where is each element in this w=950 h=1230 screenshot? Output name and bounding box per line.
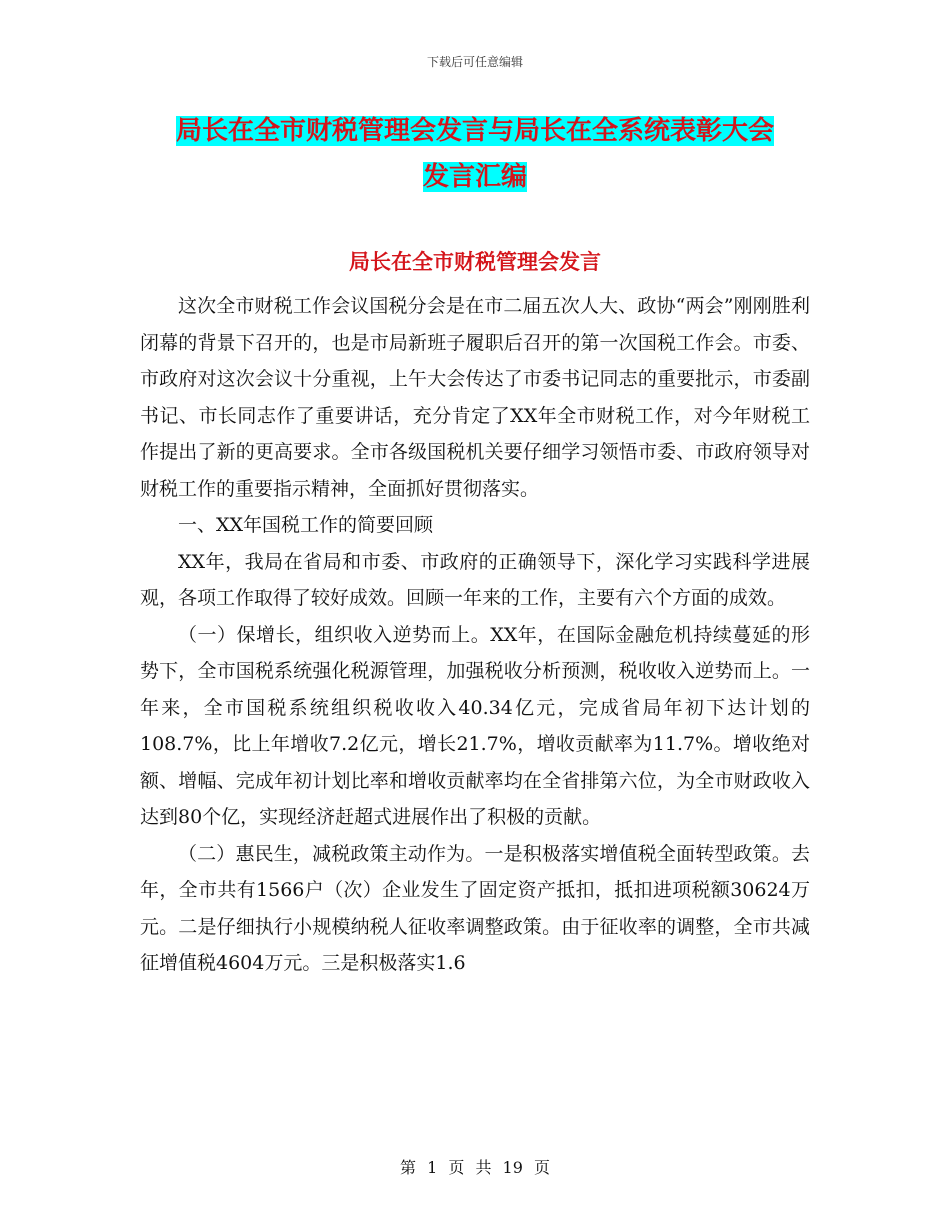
paragraph-review-summary: XX年，我局在省局和市委、市政府的正确领导下，深化学习实践科学进展观，各项工作取得了较好成效。回顾一年来的工作，主要有六个方面的成效。 [140,550,810,609]
paragraph-heading-review: 一、XX年国税工作的简要回顾 [178,514,434,536]
paragraph-intro: 这次全市财税工作会议国税分会是在市二届五次人大、政协“两会”刚刚胜利闭幕的背景下召开的，也是市局新班子履职后召开的第一次国税工作会。市委、市政府对这次会议十分重视，上午大会传达了市委书记同志的重要批示，市委副书记、市长同志作了重要讲话，充分肯定了XX年全市财税工作，对今年财税工作提出了新的更高要求。全市各级国税机关要仔细学习领悟市委、市政府领导对财税工作的重要指示精神，全面抓好贯彻落实。 [140,295,810,500]
document-title-line-1: 局长在全市财税管理会发言与局长在全系统表彰大会 [175,116,774,146]
document-title [0,108,950,200]
page-number: 第 1 页 共 19 页 [400,1158,550,1177]
paragraph-growth: （一）保增长，组织收入逆势而上。XX年，在国际金融危机持续蔓延的形势下，全市国税系统强化税源管理，加强税收分析预测，税收收入逆势而上。一年来，全市国税系统组织税收收入40.34亿元，完成省局年初下达计划的108.7%，比上年增收7.2亿元，增长21.7%，增收贡献率为11.7%。增收绝对额、增幅、完成年初计划比率和增收贡献率均在全省排第六位，为全市财政收入达到80个亿，实现经济赶超式进展作出了积极的贡献。 [140,623,810,828]
header-note: 下载后可任意编辑 [426,55,523,69]
document-title-line-2: 发言汇编 [422,162,527,192]
paragraph-tax-relief: （二）惠民生，减税政策主动作为。一是积极落实增值税全面转型政策。去年，全市共有1566户（次）企业发生了固定资产抵扣，抵扣进项税额30624万元。二是仔细执行小规模纳税人征收率调整政策。由于征收率的调整，全市共减征增值税4604万元。三是积极落实1.6 [140,842,810,974]
document-body [140,288,810,982]
section-title: 局长在全市财税管理会发言 [349,250,601,274]
